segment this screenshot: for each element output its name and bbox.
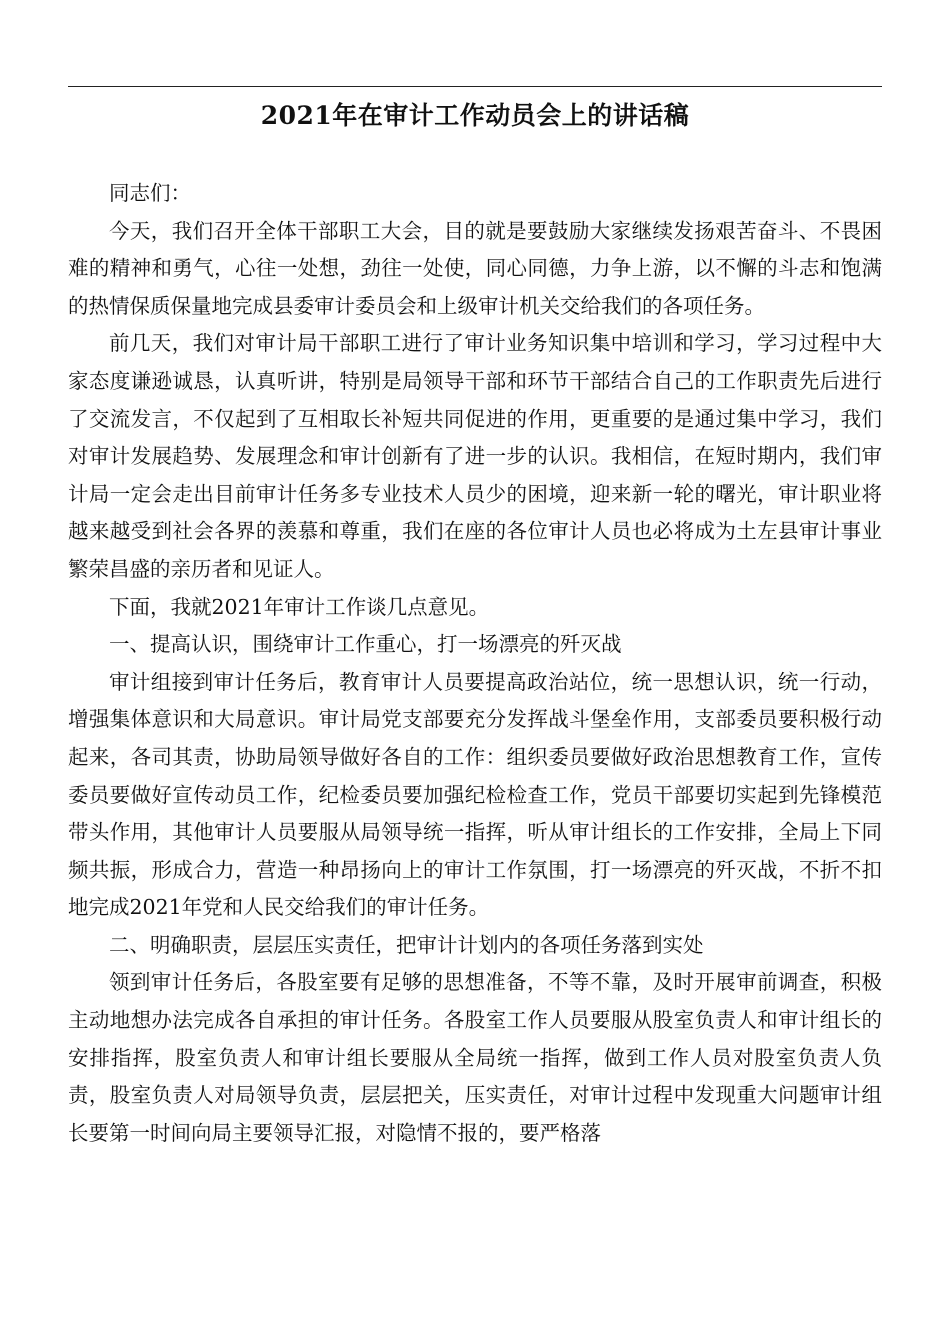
section-heading-1: 一、提高认识，围绕审计工作重心，打一场漂亮的歼灭战 (109, 632, 622, 657)
paragraph-section-1: 审计组接到审计任务后，教育审计人员要提高政治站位，统一思想认识，统一行动，增强集体意识和大局意识。审计局党支部要充分发挥战斗堡垒作用，支部委员要积极行动起来，各司其责，协助局领导做好各自的工作：组织委员要做好政治思想教育工作，宣传委员要做好宣传动员工作，纪检委员要加强纪检检查工作，党员干部要切实起到先锋模范带头作用，其他审计人员要服从局领导统一指挥，听从审计组长的工作安排，全局上下同频共振，形成合力，营造一种昂扬向上的审计工作氛围，打一场漂亮的歼灭战，不折不扣地完成2021年党和人民交给我们的审计任务。 (68, 669, 882, 920)
paragraph-section-2: 领到审计任务后，各股室要有足够的思想准备，不等不靠，及时开展审前调查，积极主动地想办法完成各自承担的审计任务。各股室工作人员要服从股室负责人和审计组长的安排指挥，股室负责人和审计组长要服从全局统一指挥，做到工作人员对股室负责人负责，股室负责人对局领导负责，层层把关，压实责任，对审计过程中发现重大问题审计组长要第一时间向局主要领导汇报，对隐情不报的，要严格落 (68, 970, 882, 1145)
salutation: 同志们： (109, 181, 191, 205)
document-title: 2021年在审计工作动员会上的讲话稿 (260, 101, 690, 130)
section-heading-2: 二、明确职责，层层压实责任，把审计计划内的各项任务落到实处 (109, 932, 704, 957)
document-body (68, 175, 882, 1152)
paragraph-opening: 今天，我们召开全体干部职工大会，目的就是要鼓励大家继续发扬艰苦奋斗、不畏困难的精神和勇气，心往一处想，劲往一处使，同心同德，力争上游，以不懈的斗志和饱满的热情保质保量地完成县委审计委员会和上级审计机关交给我们的各项任务。 (68, 218, 882, 318)
paragraph-training: 前几天，我们对审计局干部职工进行了审计业务知识集中培训和学习，学习过程中大家态度谦逊诚恳，认真听讲，特别是局领导干部和环节干部结合自己的工作职责先后进行了交流发言，不仅起到了互相取长补短共同促进的作用，更重要的是通过集中学习，我们对审计发展趋势、发展理念和审计创新有了进一步的认识。我相信，在短时期内，我们审计局一定会走出目前审计任务多专业技术人员少的困境，迎来新一轮的曙光，审计职业将越来越受到社会各界的羡慕和尊重，我们在座的各位审计人员也必将成为土左县审计事业繁荣昌盛的亲历者和见证人。 (68, 331, 882, 581)
paragraph-intro-points: 下面，我就2021年审计工作谈几点意见。 (109, 594, 490, 619)
header-rule (68, 86, 882, 87)
